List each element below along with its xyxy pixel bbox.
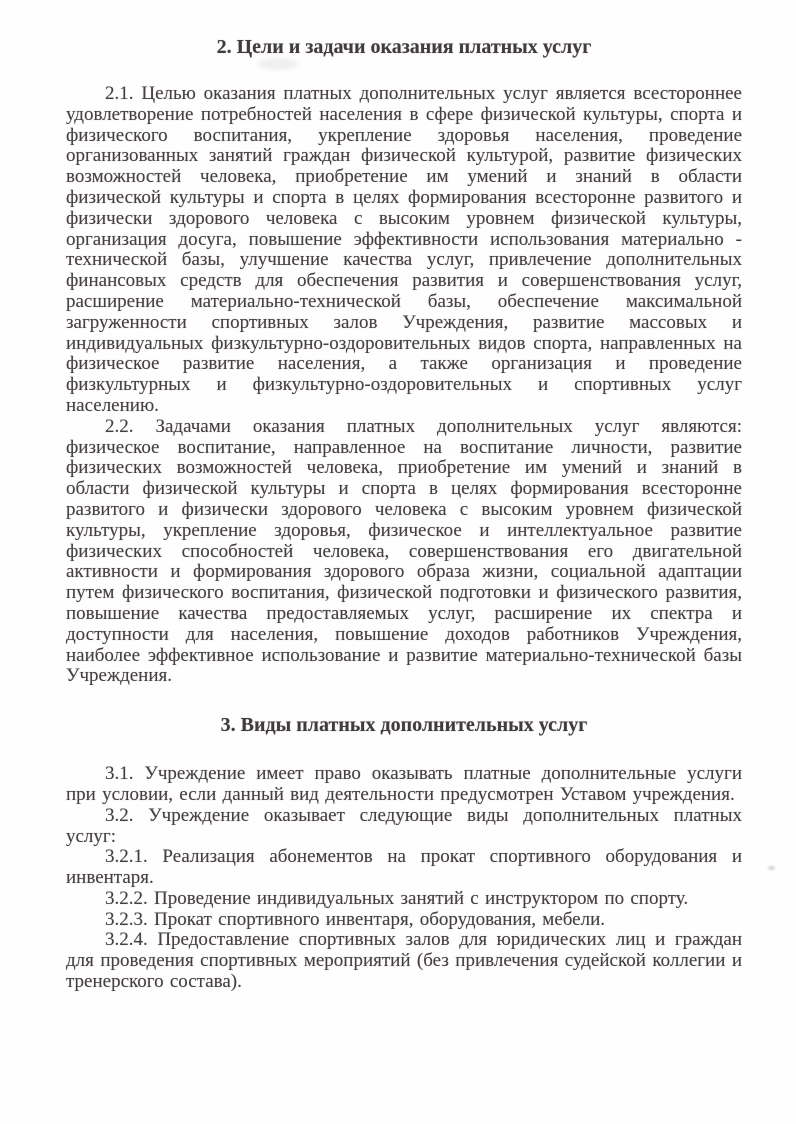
- scan-dot-artifact: [768, 866, 775, 870]
- paragraph-3-2-2: 3.2.2. Проведение индивидуальных занятий с инструктором по спорту.: [105, 887, 689, 909]
- section-3-heading: 3. Виды платных дополнительных услуг: [220, 714, 588, 737]
- document-text-block: [66, 36, 742, 993]
- paragraph-3-2: 3.2. Учреждение оказывает следующие виды дополнительных платных услуг:: [66, 804, 742, 847]
- paragraph-2-1: 2.1. Целью оказания платных дополнительных услуг является всестороннее удовлетворение потребностей населения в сфере физической культуры, спорта и физического воспитания, укрепление здоровья населения, проведение организованных занятий граждан физической культурой, развитие физических возможностей человека, приобретение им умений и знаний в области физической культуры и спорта в целях формирования всесторонне развитого и физически здорового человека с высоким уровнем физической культуры, организация досуга, повышение эффективности использования материально - технической базы, улучшение качества услуг, привлечение дополнительных финансовых средств для обеспечения развития и совершенствования услуг, расширение материально-технической базы, обеспечение максимальной загруженности спортивных залов Учреждения, развитие массовых и индивидуальных физкультурно-оздоровительных видов спорта, направленных на физическое развитие населения, а также организация и проведение физкультурных и физкультурно-оздоровительных и спортивных услуг населению.: [66, 83, 742, 416]
- paragraph-3-1: 3.1. Учреждение имеет право оказывать платные дополнительные услуги при условии, если данный вид деятельности предусмотрен Уставом учреждения.: [66, 763, 742, 805]
- paragraph-2-2: 2.2. Задачами оказания платных дополнительных услуг являются: физическое воспитание, направленное на воспитание личности, развитие физических возможностей человека, приобретение им умений и знаний в области физической культуры и спорта в целях формирования всесторонне развитого и физически здорового человека с высоким уровнем физической культуры, укрепление здоровья, физическое и интеллектуальное развитие физических способностей человека, совершенствования его двигательной активности и формирования здорового образа жизни, социальной адаптации путем физического воспитания, физической подготовки и физического развития, повышение качества предоставляемых услуг, расширение их спектра и доступности для населения, повышение доходов работников Учреждения, наиболее эффективное использование и развитие материально-технической базы Учреждения.: [66, 415, 742, 687]
- paragraph-3-2-1: 3.2.1. Реализация абонементов на прокат спортивного оборудования и инвентаря.: [66, 846, 742, 889]
- section-2-heading: 2. Цели и задачи оказания платных услуг: [216, 36, 592, 58]
- paragraph-3-2-4: 3.2.4. Предоставление спортивных залов для юридических лиц и граждан для проведения спортивных мероприятий (без привлечения судейской коллегии и тренерского состава).: [66, 929, 742, 993]
- paragraph-3-2-3: 3.2.3. Прокат спортивного инвентаря, оборудования, мебели.: [105, 908, 606, 930]
